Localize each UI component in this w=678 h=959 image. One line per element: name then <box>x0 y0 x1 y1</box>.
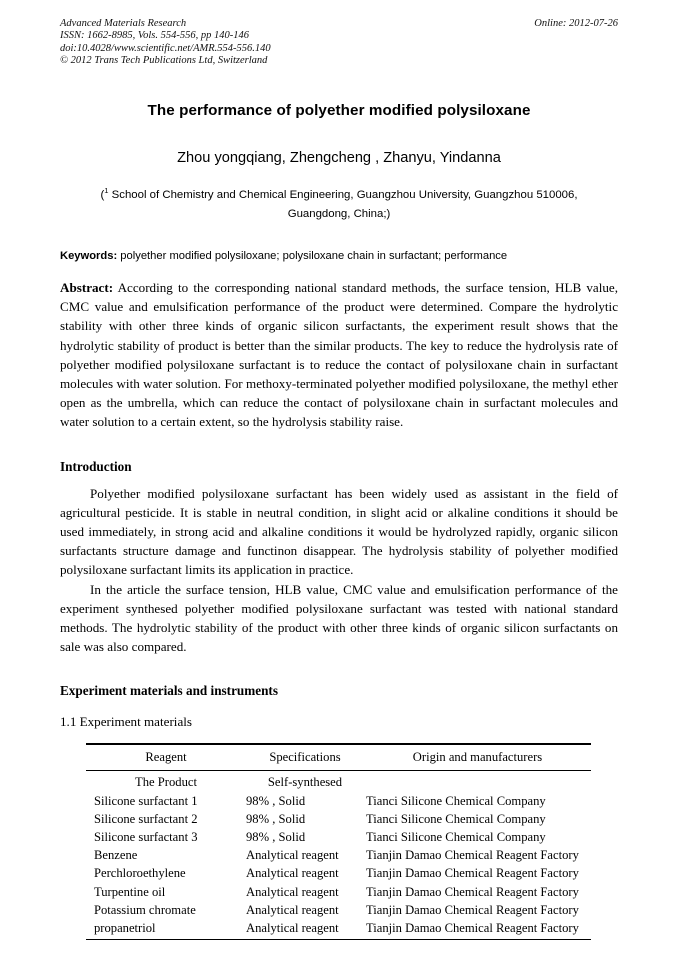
cell-reagent: Turpentine oil <box>94 884 166 899</box>
table-row <box>86 792 591 810</box>
affiliation-line-2: Guangdong, China; <box>287 208 387 220</box>
cell-reagent: The Product <box>135 775 197 790</box>
affiliation-paren-close: ) <box>386 208 391 220</box>
cell-reagent: Perchloroethylene <box>94 866 186 881</box>
cell-origin: Tianci Silicone Chemical Company <box>366 793 546 808</box>
cell-origin: Tianjin Damao Chemical Reagent Factory <box>366 848 579 863</box>
keywords-text: polyether modified polysiloxane; polysiloxane chain in surfactant; performance <box>117 250 508 262</box>
cell-origin <box>364 771 591 792</box>
cell-reagent: propanetriol <box>86 919 246 939</box>
cell-specifications: Analytical reagent <box>246 902 339 917</box>
table-row <box>86 919 591 939</box>
online-date: Online: 2012-07-26 <box>534 18 618 29</box>
cell-specifications: Self-synthesed <box>267 775 343 790</box>
cell-specifications: Analytical reagent <box>246 884 339 899</box>
keywords-line <box>60 249 618 264</box>
introduction-paragraph-2: In the article the surface tension, HLB value, CMC value and emulsification performance of the experiment synthesed polyether modified polysiloxane surfactant was tested with national standard methods. The hydrolytic stability of the product with other three kinds of organic silicon surfactants on sale was also compared. <box>60 581 618 655</box>
experiment-heading: Experiment materials and instruments <box>60 683 278 699</box>
column-header-origin: Origin and manufacturers <box>364 744 591 771</box>
abstract-label: Abstract: <box>60 280 114 295</box>
cell-origin: Tianjin Damao Chemical Reagent Factory <box>366 884 579 899</box>
abstract-paragraph <box>60 278 618 432</box>
column-header-specifications: Specifications <box>246 744 364 771</box>
cell-origin: Tianci Silicone Chemical Company <box>366 811 546 826</box>
affiliation-marker: 1 <box>104 186 109 196</box>
materials-table-wrapper <box>86 743 591 940</box>
cell-specifications: 98% , Solid <box>246 793 306 808</box>
table-header-row <box>86 744 591 771</box>
cell-specifications: Analytical reagent <box>246 919 364 939</box>
cell-origin: Tianjin Damao Chemical Reagent Factory <box>366 902 579 917</box>
table-row <box>86 828 591 846</box>
affiliation <box>94 186 584 224</box>
experiment-subheading: 1.1 Experiment materials <box>60 714 192 730</box>
cell-origin: Tianjin Damao Chemical Reagent Factory <box>364 919 591 939</box>
cell-specifications: 98% , Solid <box>246 811 306 826</box>
abstract-text: According to the corresponding national standard methods, the surface tension, HLB value, CMC value and emulsification performance of the product were determined. Compare the hydrolytic stability with other three kinds of organic silicon surfactants, the experiment result shows that the hydrolytic stability of product is better than the similar products. The key to reduce the hydrolysis rate of polyether modified polysiloxane surfactant is to reduce the contact of polysiloxane chain in surfactant molecules with water solution. For methoxy-terminated polyether modified polysiloxane, the methyl ether open as the umbrella, which can reduce the contact of polysiloxane chain in surfactant molecules and water solution to a certain extent, so the hydrolysis stability raise. <box>60 280 618 430</box>
journal-name: Advanced Materials Research <box>60 18 187 29</box>
materials-table-body <box>86 771 591 940</box>
keywords-label: Keywords: <box>60 250 118 262</box>
table-row <box>86 771 591 792</box>
copyright-line: © 2012 Trans Tech Publications Ltd, Switzerland <box>60 55 268 67</box>
cell-reagent: Silicone surfactant 3 <box>94 830 198 845</box>
affiliation-line-1: School of Chemistry and Chemical Engineering, Guangzhou University, Guangzhou 510006, <box>108 189 578 201</box>
page-title: The performance of polyether modified polysiloxane <box>147 102 531 119</box>
materials-table <box>86 743 591 940</box>
cell-specifications: Analytical reagent <box>246 866 339 881</box>
materials-table-head <box>86 744 591 771</box>
table-row <box>86 883 591 901</box>
author-list: Zhou yongqiang, Zhengcheng , Zhanyu, Yindanna <box>177 150 501 166</box>
table-row <box>86 847 591 865</box>
introduction-paragraph-1: Polyether modified polysiloxane surfactant has been widely used as assistant in the field of agricultural pesticide. It is stable in neutral condition, in slight acid or alkaline conditions it should be used immediately, in strong acid and alkaline conditions it would be hydrolyzed rapidly, organic silicon surfactants structure damage and functinon disappear. The hydrolysis stability of polyether modified polysiloxane surfactant limits its application in practice. <box>60 485 618 578</box>
cell-origin: Tianjin Damao Chemical Reagent Factory <box>366 866 579 881</box>
cell-reagent: Silicone surfactant 2 <box>94 811 198 826</box>
cell-origin: Tianci Silicone Chemical Company <box>366 830 546 845</box>
publication-header-left <box>60 18 480 68</box>
introduction-heading: Introduction <box>60 458 132 474</box>
publication-header <box>60 18 618 74</box>
table-row <box>86 901 591 919</box>
cell-specifications: 98% , Solid <box>246 830 306 845</box>
issn-line: ISSN: 1662-8985, Vols. 554-556, pp 140-146 <box>60 30 249 42</box>
table-row <box>86 810 591 828</box>
cell-reagent: Benzene <box>94 848 138 863</box>
cell-specifications: Analytical reagent <box>246 848 339 863</box>
cell-reagent: Potassium chromate <box>94 902 196 917</box>
column-header-reagent: Reagent <box>86 744 246 771</box>
affiliation-paren-open: ( <box>100 189 105 201</box>
table-row <box>86 865 591 883</box>
cell-reagent: Silicone surfactant 1 <box>94 793 198 808</box>
doi-line: doi:10.4028/www.scientific.net/AMR.554-556.140 <box>60 42 271 54</box>
